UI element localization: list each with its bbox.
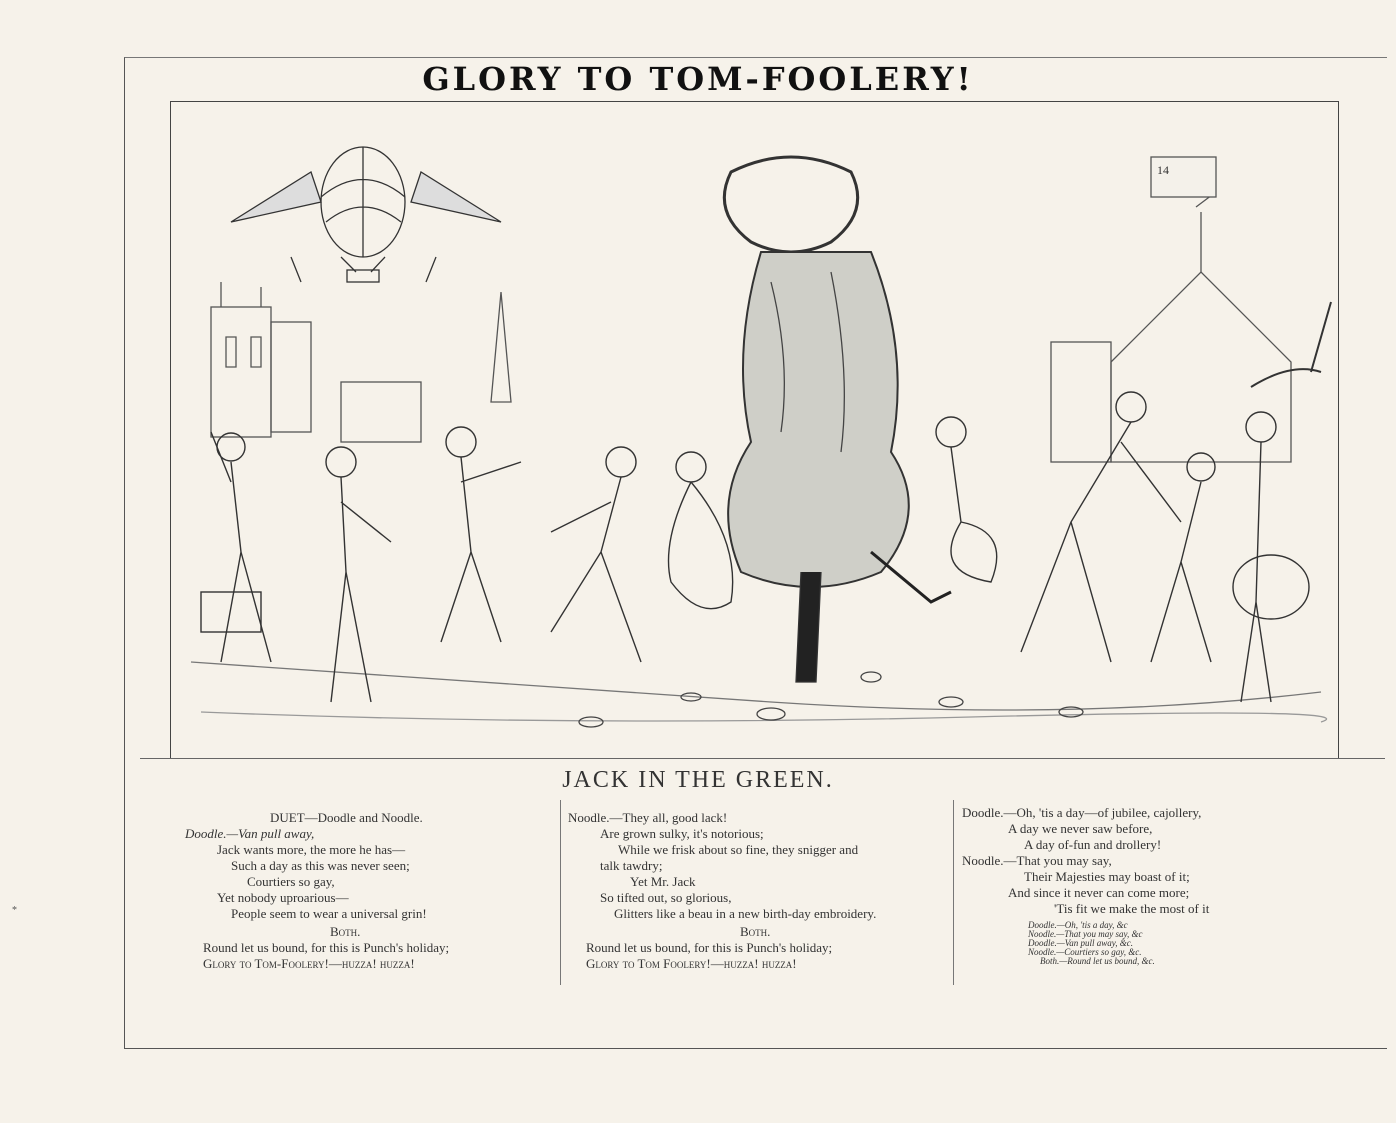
verse-line: Yet nobody uproarious—: [217, 890, 349, 905]
refrain-line: Noodle.—That you may say, &c: [1028, 929, 1143, 939]
verse-line: A day of-fun and drollery!: [1024, 837, 1162, 852]
both-label: Both.: [740, 924, 771, 939]
refrain-line: Doodle.—Oh, 'tis a day, &c: [1028, 920, 1128, 930]
verse-line: talk tawdry;: [600, 858, 663, 873]
verse-line: So tifted out, so glorious,: [600, 890, 732, 905]
verse-line: Round let us bound, for this is Punch's holiday;: [203, 940, 450, 955]
verse-line: While we frisk about so fine, they snigger and: [618, 842, 859, 857]
column-divider: [560, 800, 561, 985]
verse-line: Doodle.—Oh, 'tis a day—of jubilee, cajollery,: [962, 805, 1202, 820]
verse-line: Yet Mr. Jack: [630, 874, 696, 889]
verse-line: Their Majesties may boast of it;: [1024, 869, 1190, 884]
refrain-line: Both.—Round let us bound, &c.: [1040, 956, 1155, 966]
verse-line: Are grown sulky, it's notorious;: [600, 826, 764, 841]
banner-text: 14: [1157, 163, 1169, 177]
verse-line: Jack wants more, the more he has—: [217, 842, 406, 857]
page-title: GLORY TO TOM-FOOLERY!: [422, 60, 974, 98]
verse-column-3: [962, 805, 1292, 966]
verse-line: A day we never saw before,: [1008, 821, 1153, 836]
balloon-icon: [231, 147, 501, 282]
divider-rule: [140, 758, 1385, 759]
verse-line: Round let us bound, for this is Punch's holiday;: [586, 940, 833, 955]
verse-line: Such a day as this was never seen;: [231, 858, 410, 873]
verse-column-1: [185, 810, 545, 972]
verse-line: 'Tis fit we make the most of it: [1054, 901, 1210, 916]
verse-line: Courtiers so gay,: [247, 874, 335, 889]
verse-title: JACK IN THE GREEN.: [562, 767, 834, 793]
verse-heading: DUET—Doodle and Noodle.: [270, 810, 423, 825]
refrain-block: [962, 921, 1292, 966]
verse-line: Doodle.—Van pull away,: [185, 826, 315, 841]
verse-line: And since it never can come more;: [1008, 885, 1190, 900]
refrain-line: Doodle.—Van pull away, &c.: [1028, 938, 1133, 948]
verse-line: Glory to Tom-Foolery!—huzza! huzza!: [203, 956, 415, 971]
verse-column-2: [568, 810, 948, 972]
margin-mark: *: [12, 905, 17, 916]
cartoon-illustration: [170, 101, 1339, 759]
both-label: Both.: [330, 924, 361, 939]
verse-line: Noodle.—They all, good lack!: [568, 810, 728, 825]
jack-in-the-green-figure: [724, 157, 951, 682]
column-divider: [953, 800, 954, 985]
verse-line: Glory to Tom Foolery!—huzza! huzza!: [586, 956, 797, 971]
verse-line: Glitters like a beau in a new birth-day embroidery.: [614, 906, 877, 921]
refrain-line: Noodle.—Courtiers so gay, &c.: [1028, 947, 1142, 957]
verse-line: People seem to wear a universal grin!: [231, 906, 427, 921]
verse-line: Noodle.—That you may say,: [962, 853, 1112, 868]
